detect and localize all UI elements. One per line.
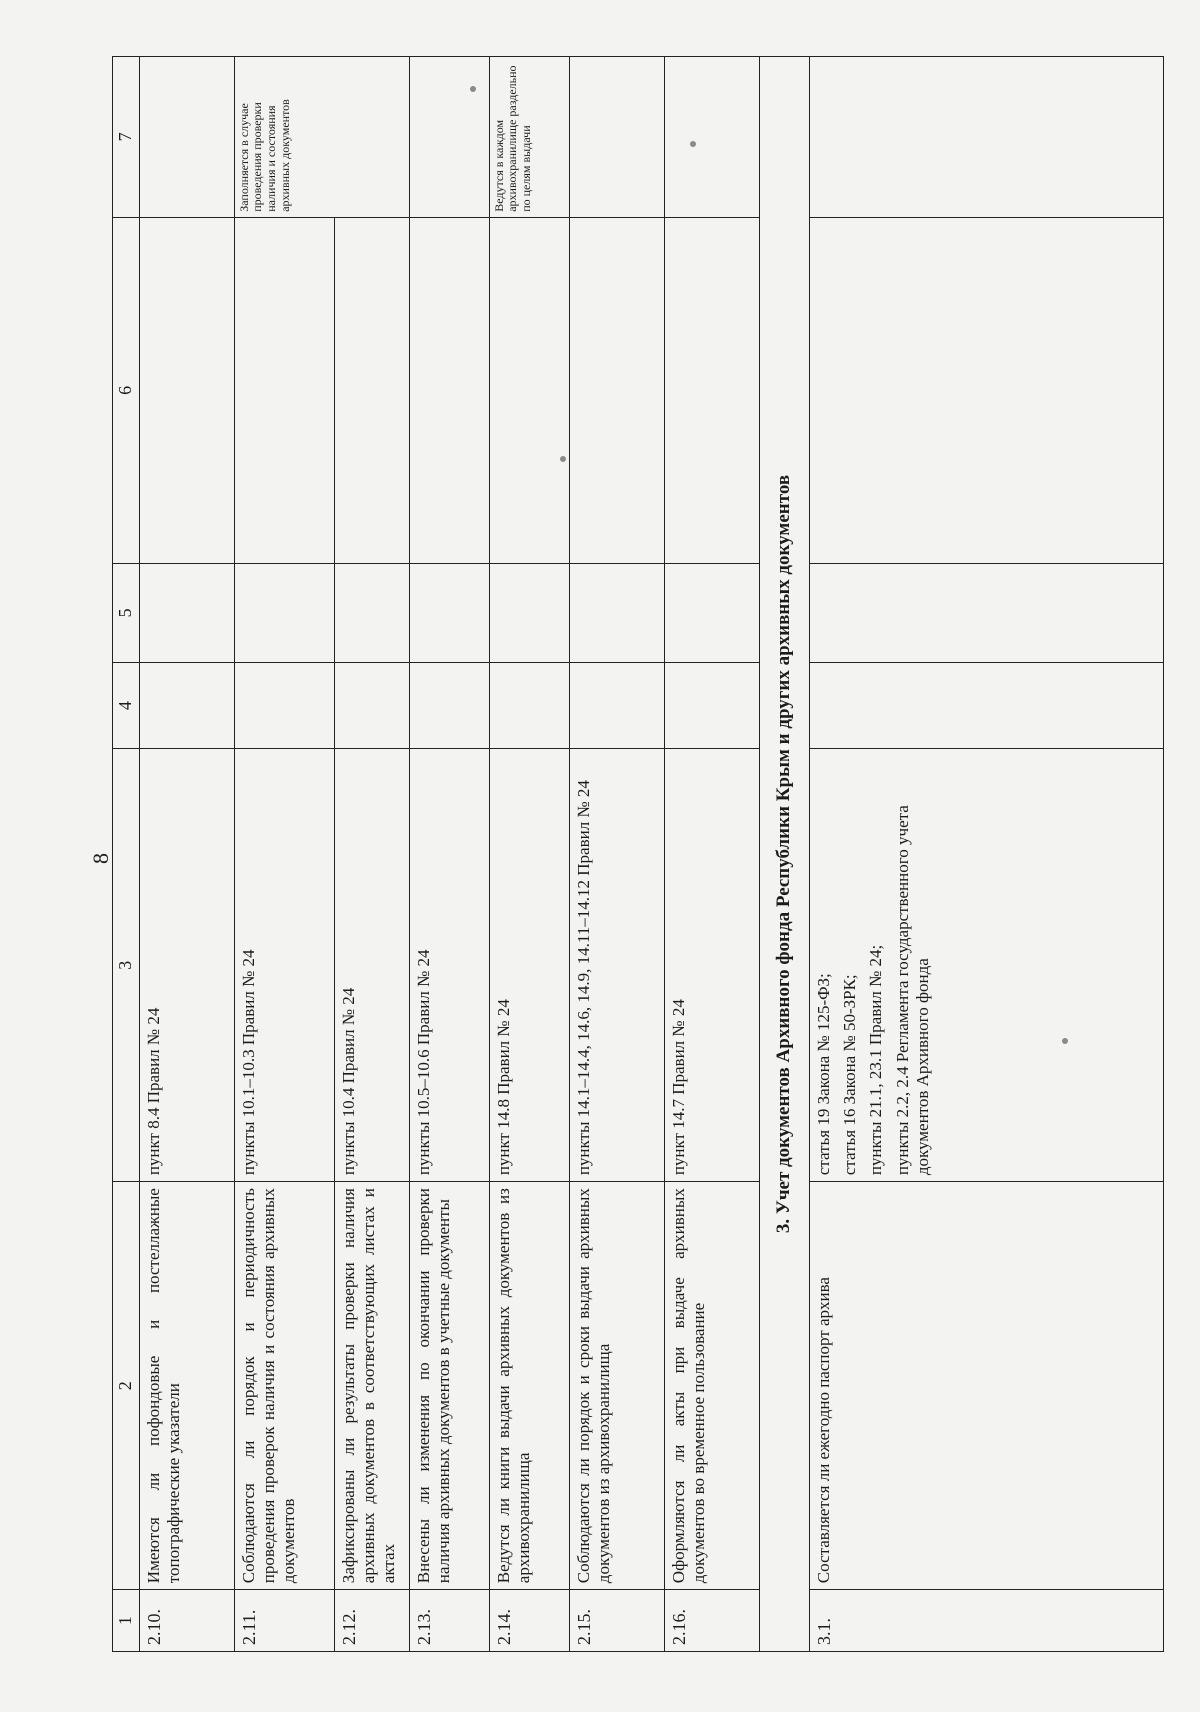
row-cell-5 [139,563,234,662]
row-question: Имеются ли пофондовые и постеллажные топографические указатели [139,1182,234,1590]
row-number: 2.14. [489,1590,569,1652]
row-question: Зафиксированы ли результаты проверки наличия архивных документов в соответствующих листах и актах [334,1182,409,1590]
row-cell-4 [664,662,759,749]
row-number: 2.15. [569,1590,664,1652]
row-number: 3.1. [809,1590,1163,1652]
row-number: 2.12. [334,1590,409,1652]
row-cell-6 [334,217,409,563]
table-row [489,57,569,1652]
row-question: Ведутся ли книги выдачи архивных документов из архивохранилища [489,1182,569,1590]
section-title: 3. Учет документов Архивного фонда Республики Крым и других архивных документов [759,57,809,1652]
row-cell-4 [234,662,334,749]
row-number: 2.16. [664,1590,759,1652]
row-cell-4 [809,662,1163,749]
row-cell-5 [489,563,569,662]
row-cell-5 [409,563,489,662]
row-cell-6 [569,217,664,563]
reference-line: статья 19 Закона № 125-ФЗ; [813,973,833,1176]
row-question: Внесены ли изменения по окончании проверки наличия архивных документов в учетные документы [409,1182,489,1590]
header-cell-2: 2 [113,1182,140,1590]
header-cell-4: 4 [113,662,140,749]
row-cell-6 [489,217,569,563]
row-cell-5 [809,563,1163,662]
row-cell-4 [409,662,489,749]
table-row [334,57,409,1652]
checklist-table [112,56,1164,1652]
row-note: Ведутся в каждом архивохранилище раздельно по целям выдачи [489,57,569,218]
scan-speck [470,86,476,92]
row-question: Оформляются ли акты при выдаче архивных документов во временное пользование [664,1182,759,1590]
row-reference: пункты 14.1–14.4, 14.6, 14.9, 14.11–14.12 Правил № 24 [569,749,664,1182]
scan-speck [560,456,566,462]
table-row [809,57,1163,1652]
row-cell-5 [334,563,409,662]
row-reference: пункт 14.7 Правил № 24 [664,749,759,1182]
reference-line: пункты 21.1, 23.1 Правил № 24; [866,944,886,1176]
row-cell-5 [569,563,664,662]
header-cell-3: 3 [113,749,140,1182]
row-reference: пункты 10.5–10.6 Правил № 24 [409,749,489,1182]
row-cell-6 [809,217,1163,563]
reference-line: статья 16 Закона № 50-ЗРК; [839,974,859,1176]
row-number: 2.13. [409,1590,489,1652]
row-question: Соблюдаются ли порядок и сроки выдачи архивных документов из архивохранилища [569,1182,664,1590]
header-cell-6: 6 [113,217,140,563]
row-note [664,57,759,218]
row-question: Соблюдаются ли порядок и периодичность проведения проверок наличия и состояния архивных документов [234,1182,334,1590]
table-row [409,57,489,1652]
scan-speck [690,141,696,147]
table-row [139,57,234,1652]
row-question: Составляется ли ежегодно паспорт архива [809,1182,1163,1590]
header-cell-7: 7 [113,57,140,218]
row-cell-6 [409,217,489,563]
row-reference [809,749,1163,1182]
row-number: 2.11. [234,1590,334,1652]
row-reference: пункт 8.4 Правил № 24 [139,749,234,1182]
row-cell-6 [234,217,334,563]
row-cell-7 [809,57,1163,218]
row-number: 2.10. [139,1590,234,1652]
row-reference: пункт 14.8 Правил № 24 [489,749,569,1182]
section-row [759,57,809,1652]
row-reference: пункты 10.4 Правил № 24 [334,749,409,1182]
row-cell-4 [139,662,234,749]
row-note: Заполняется в случае проведения проверки наличия и состояния архивных документов [234,57,409,218]
header-row [113,57,140,1652]
row-cell-6 [139,217,234,563]
table-row [234,57,334,1652]
row-note [409,57,489,218]
row-note [139,57,234,218]
row-cell-4 [334,662,409,749]
row-cell-5 [664,563,759,662]
header-cell-5: 5 [113,563,140,662]
row-cell-6 [664,217,759,563]
scan-speck [1062,1038,1068,1044]
row-note [569,57,664,218]
row-cell-5 [234,563,334,662]
row-reference: пункты 10.1–10.3 Правил № 24 [234,749,334,1182]
row-cell-4 [569,662,664,749]
table-row [664,57,759,1652]
page-number: 8 [88,853,113,864]
reference-line: пункты 2.2, 2.4 Регламента государственного учета документов Архивного фонда [892,805,933,1176]
header-cell-1: 1 [113,1590,140,1652]
row-cell-4 [489,662,569,749]
table-row [569,57,664,1652]
